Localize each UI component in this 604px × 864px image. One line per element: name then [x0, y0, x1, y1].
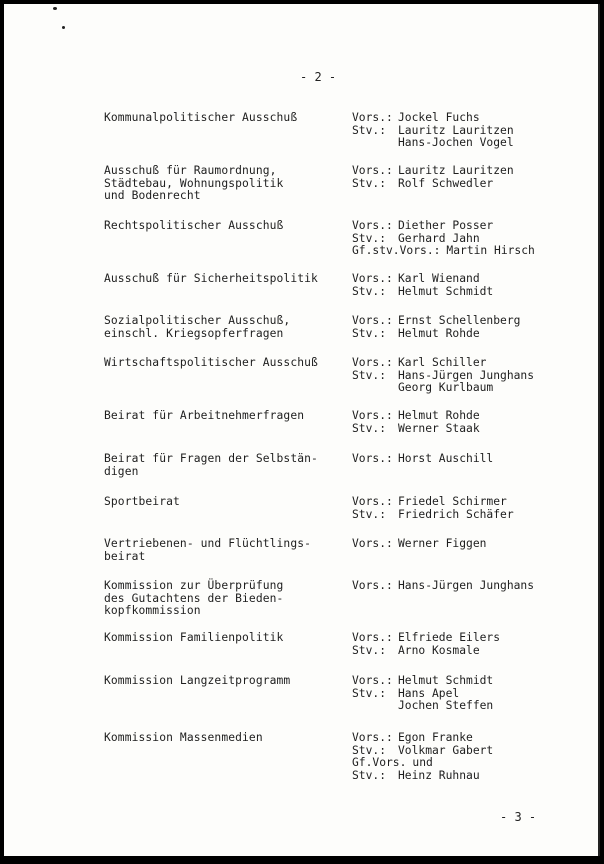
role-line — [352, 675, 592, 688]
member-name: Lauritz Lauritzen — [398, 164, 514, 177]
role-line — [352, 538, 592, 551]
committee-roles — [352, 453, 592, 466]
committee-roles — [352, 273, 592, 298]
committee-name: Beirat für Arbeitnehmerfragen — [104, 409, 305, 422]
scan-speck — [53, 7, 57, 10]
member-name: Friedel Schirmer — [398, 495, 507, 508]
role-title: Gf.stv.Vors.: — [352, 244, 441, 257]
member-name: Werner Staak — [398, 421, 480, 435]
committee-name: Ausschuß für Raumordnung, Städtebau, Wohnungspolitik und Bodenrecht — [104, 164, 284, 202]
member-name: Hans-Jürgen Junghans — [398, 368, 535, 382]
role-title: Stv.: — [352, 507, 387, 521]
member-name: Hans Apel — [398, 686, 460, 700]
document-page — [4, 4, 600, 856]
member-name: Rolf Schwedler — [398, 176, 494, 190]
role-line — [352, 645, 592, 658]
role-title: Vors.: — [352, 409, 393, 422]
role-title: Stv.: — [352, 231, 387, 245]
committee-name: Rechtspolitischer Ausschuß — [104, 219, 284, 232]
member-name: Ernst Schellenberg — [398, 314, 521, 327]
committee-name: Kommission Familienpolitik — [104, 631, 284, 644]
committee-roles — [352, 165, 592, 190]
committee-name: Sportbeirat — [104, 495, 180, 508]
role-title: Stv.: — [352, 123, 387, 137]
member-name: Gerhard Jahn — [398, 231, 480, 245]
role-line — [352, 245, 592, 258]
member-name: Hans-Jochen Vogel — [398, 136, 514, 149]
role-line — [352, 423, 592, 436]
role-line — [352, 580, 592, 593]
committee-roles — [352, 357, 592, 395]
member-name: Karl Wienand — [398, 272, 480, 285]
role-line — [352, 382, 592, 395]
role-line — [352, 770, 592, 783]
page-number: - 2 - — [300, 70, 337, 84]
role-line — [352, 328, 592, 341]
committee-roles — [352, 632, 592, 657]
role-line — [352, 137, 592, 150]
role-title: Vors.: — [352, 537, 393, 550]
role-title: Stv.: — [352, 743, 387, 757]
role-title: Stv.: — [352, 176, 387, 190]
member-name: Helmut Schmidt — [398, 284, 494, 298]
role-title: Vors.: — [352, 579, 393, 592]
member-name: Egon Franke — [398, 731, 473, 744]
role-line — [352, 700, 592, 713]
committee-roles — [352, 580, 592, 593]
committee-name: Kommission Langzeitprogramm — [104, 674, 291, 687]
member-name: und — [412, 756, 433, 769]
member-name: Werner Figgen — [398, 537, 487, 550]
member-name: Jochen Steffen — [398, 699, 494, 712]
committee-name: Ausschuß für Sicherheitspolitik — [104, 272, 318, 285]
role-title: Vors.: — [352, 495, 393, 508]
committee-roles — [352, 538, 592, 551]
member-name: Jockel Fuchs — [398, 111, 480, 124]
member-name: Volkmar Gabert — [398, 743, 494, 757]
committee-roles — [352, 315, 592, 340]
role-title: Stv.: — [352, 284, 387, 298]
member-name: Helmut Schmidt — [398, 674, 494, 687]
member-name: Friedrich Schäfer — [398, 507, 514, 521]
member-name: Elfriede Eilers — [398, 631, 501, 644]
role-title: Vors.: — [352, 452, 393, 465]
committee-roles — [352, 675, 592, 713]
role-line — [352, 509, 592, 522]
role-line — [352, 453, 592, 466]
role-title: Vors.: — [352, 731, 393, 744]
role-title: Stv.: — [352, 421, 387, 435]
committee-roles — [352, 496, 592, 521]
committee-name: Wirtschaftspolitischer Ausschuß — [104, 356, 318, 369]
committee-roles — [352, 112, 592, 150]
role-title: Stv.: — [352, 643, 387, 657]
role-title: Vors.: — [352, 111, 393, 124]
next-page-marker: - 3 - — [500, 810, 537, 824]
role-title: Vors.: — [352, 356, 393, 369]
member-name: Karl Schiller — [398, 356, 487, 369]
committee-name: Kommission zur Überprüfung des Gutachtens der Bieden- kopfkommission — [104, 579, 284, 617]
committee-name: Kommission Massenmedien — [104, 731, 263, 744]
role-title: Stv.: — [352, 368, 387, 382]
committee-roles — [352, 732, 592, 782]
member-name: Diether Posser — [398, 219, 494, 232]
role-title: Vors.: — [352, 164, 393, 177]
member-name: Horst Auschill — [398, 452, 494, 465]
role-title: Stv.: — [352, 768, 387, 782]
role-title: Vors.: — [352, 674, 393, 687]
committee-name: Vertriebenen- und Flüchtlings- beirat — [104, 537, 312, 563]
member-name: Helmut Rohde — [398, 326, 480, 340]
member-name: Martin Hirsch — [446, 244, 535, 257]
committee-roles — [352, 410, 592, 435]
scan-speck — [62, 26, 65, 29]
committee-name: Kommunalpolitischer Ausschuß — [104, 111, 298, 124]
committee-name: Sozialpolitischer Ausschuß, einschl. Kriegsopferfragen — [104, 314, 291, 340]
role-line — [352, 286, 592, 299]
committee-name: Beirat für Fragen der Selbstän- digen — [104, 452, 318, 478]
member-name: Helmut Rohde — [398, 409, 480, 422]
role-line — [352, 178, 592, 191]
member-name: Heinz Ruhnau — [398, 768, 480, 782]
role-title: Stv.: — [352, 326, 387, 340]
committee-roles — [352, 220, 592, 258]
role-title: Vors.: — [352, 314, 393, 327]
role-title: Gf.Vors. — [352, 756, 407, 769]
role-title: Vors.: — [352, 219, 393, 232]
role-title: Vors.: — [352, 272, 393, 285]
member-name: Georg Kurlbaum — [398, 381, 494, 394]
role-title: Vors.: — [352, 631, 393, 644]
member-name: Arno Kosmale — [398, 643, 480, 657]
member-name: Hans-Jürgen Junghans — [398, 579, 535, 592]
member-name: Lauritz Lauritzen — [398, 123, 514, 137]
role-title: Stv.: — [352, 686, 387, 700]
